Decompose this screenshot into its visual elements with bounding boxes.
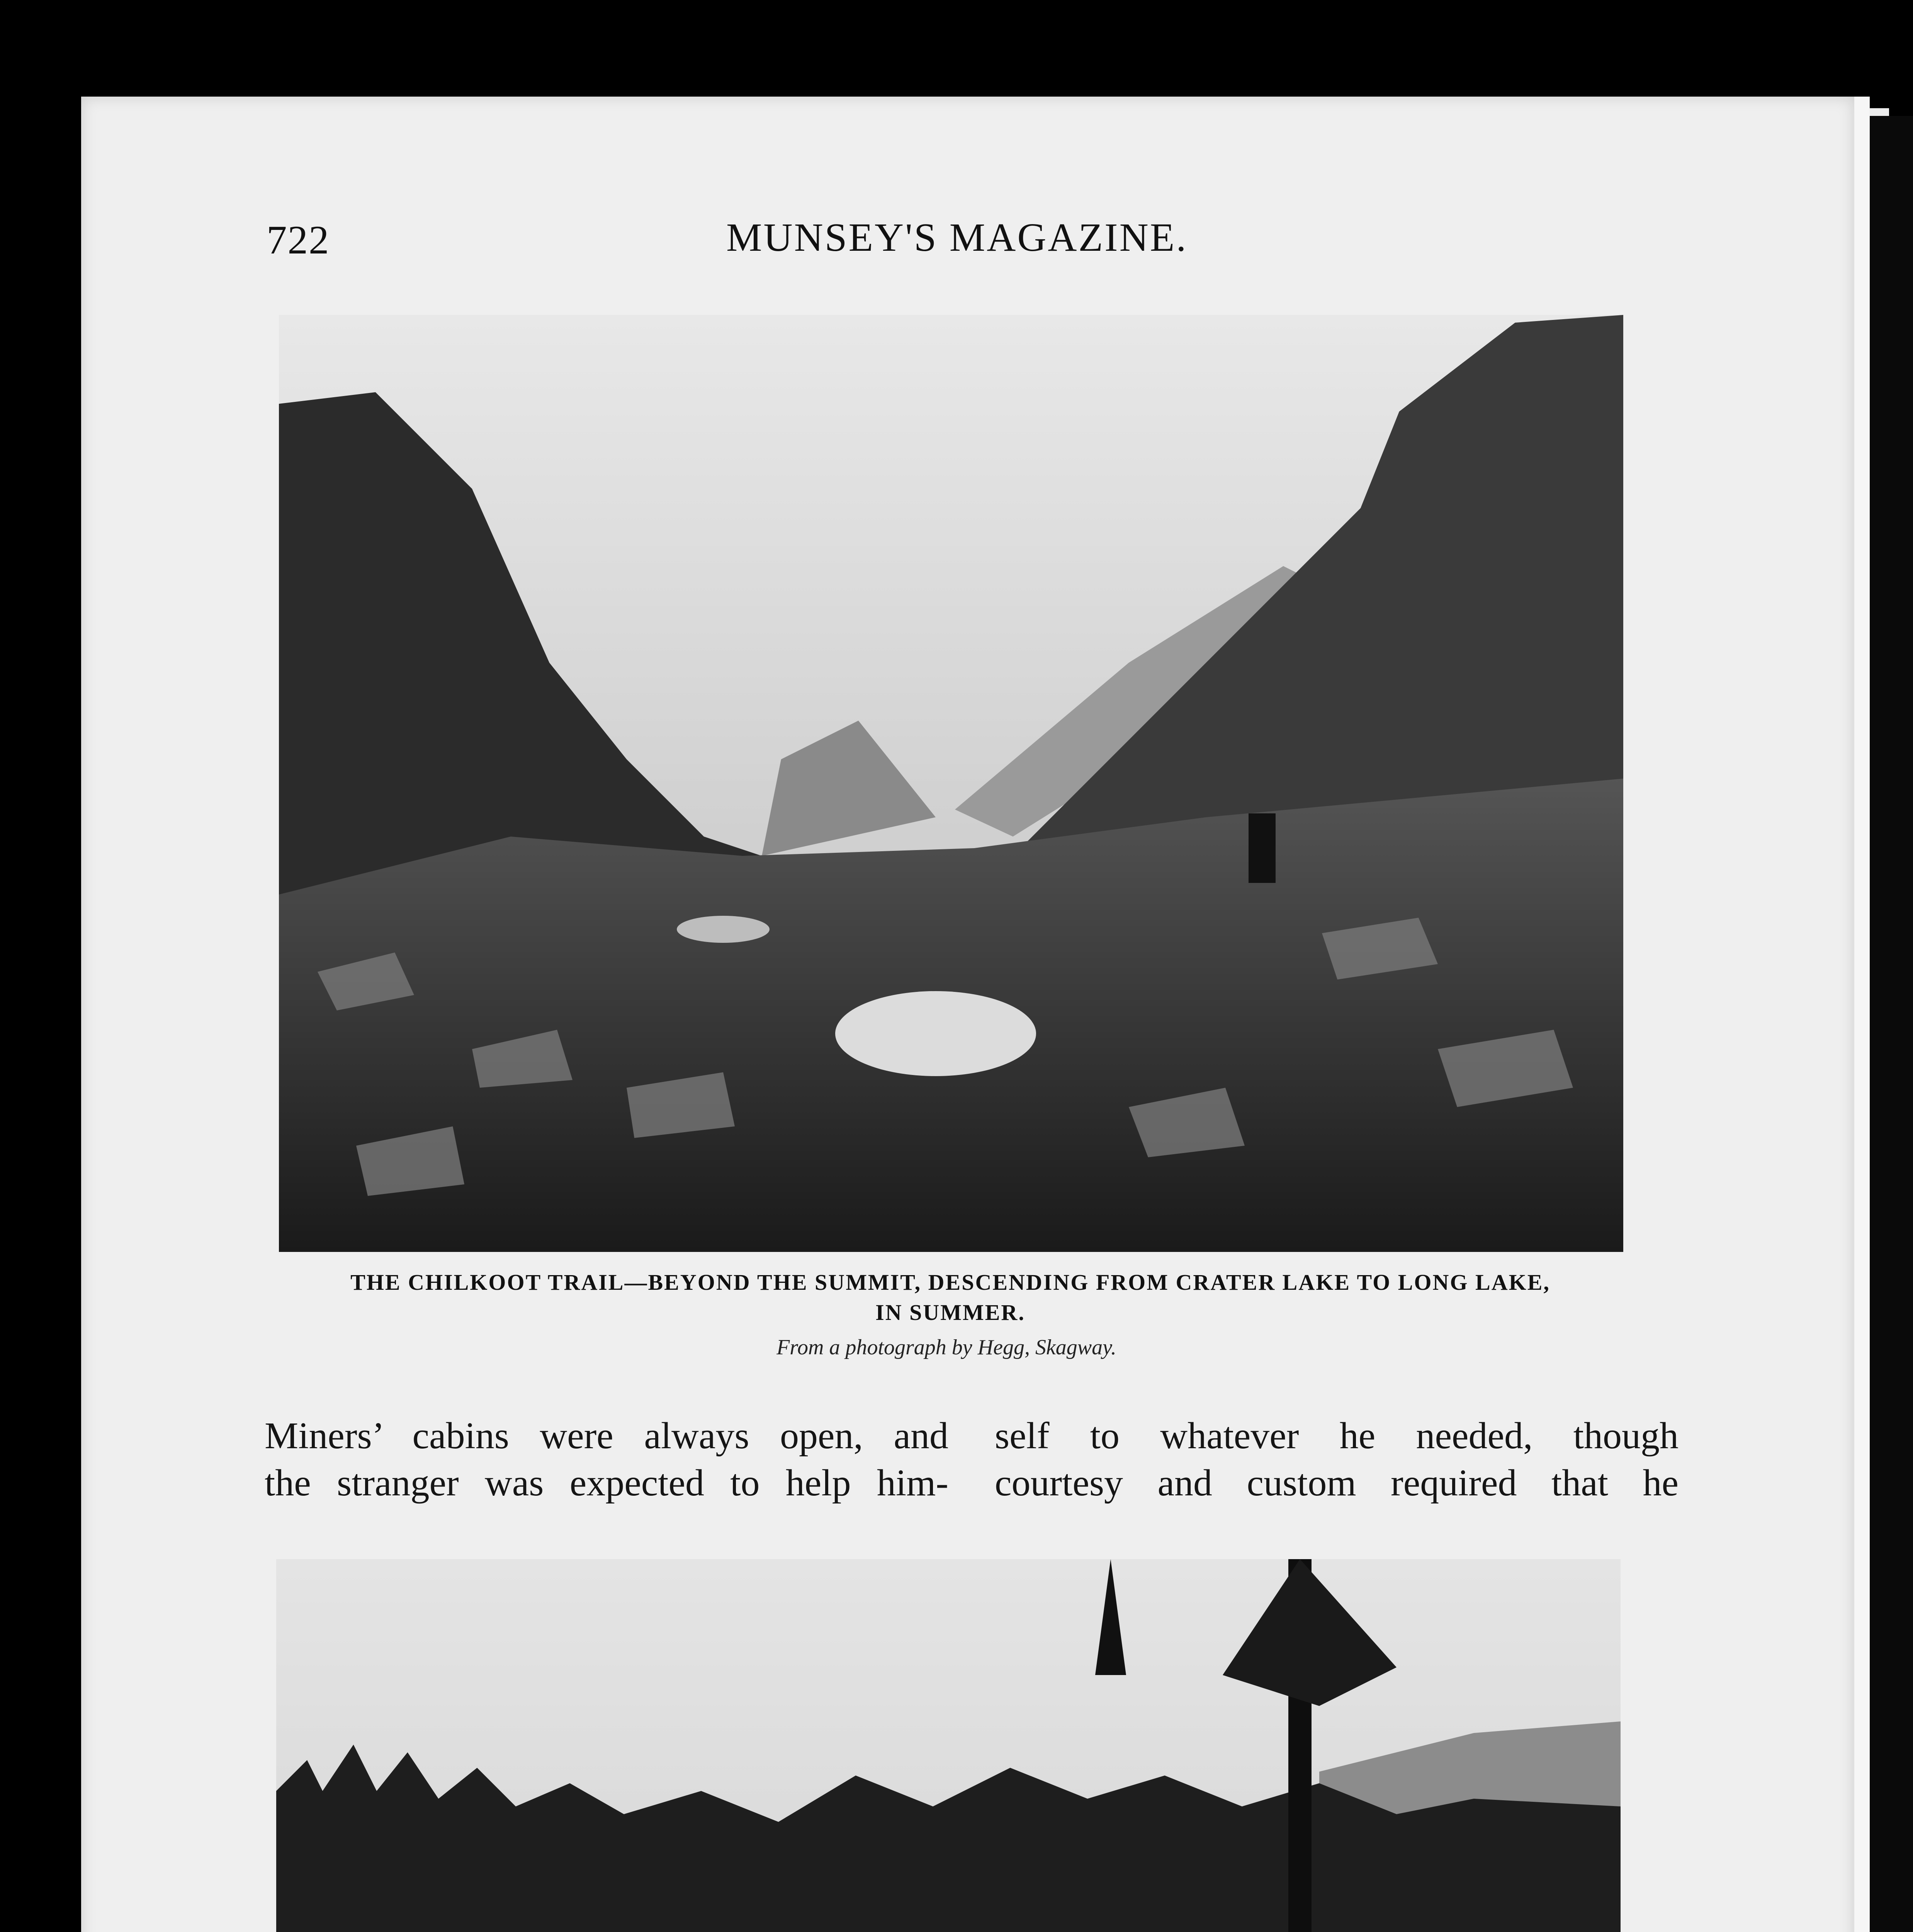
photo-chilkoot-trail	[279, 315, 1623, 1252]
body-text-left-column	[265, 1412, 948, 1507]
caption-line: IN SUMMER.	[875, 1300, 1025, 1325]
body-line: the stranger was expected to help him-	[265, 1462, 948, 1504]
page-gutter	[1854, 97, 1870, 1932]
body-line: Miners’ cabins were always open, and	[265, 1415, 948, 1457]
running-head: MUNSEY'S MAGAZINE.	[726, 215, 1188, 260]
page-number: 722	[267, 217, 330, 262]
photo-credit: From a photograph by Hegg, Skagway.	[776, 1335, 1116, 1359]
figure-caption	[236, 1267, 1665, 1328]
scan-border	[1870, 116, 1913, 1932]
photo-homer-creek-fall	[276, 1559, 1621, 1932]
body-line: self to whatever he needed, though	[995, 1415, 1679, 1457]
body-line: courtesy and custom required that he	[995, 1462, 1679, 1504]
caption-line: THE CHILKOOT TRAIL—BEYOND THE SUMMIT, DESCENDING FROM CRATER LAKE TO LONG LAKE,	[350, 1270, 1550, 1295]
body-text-right-column	[995, 1412, 1679, 1507]
